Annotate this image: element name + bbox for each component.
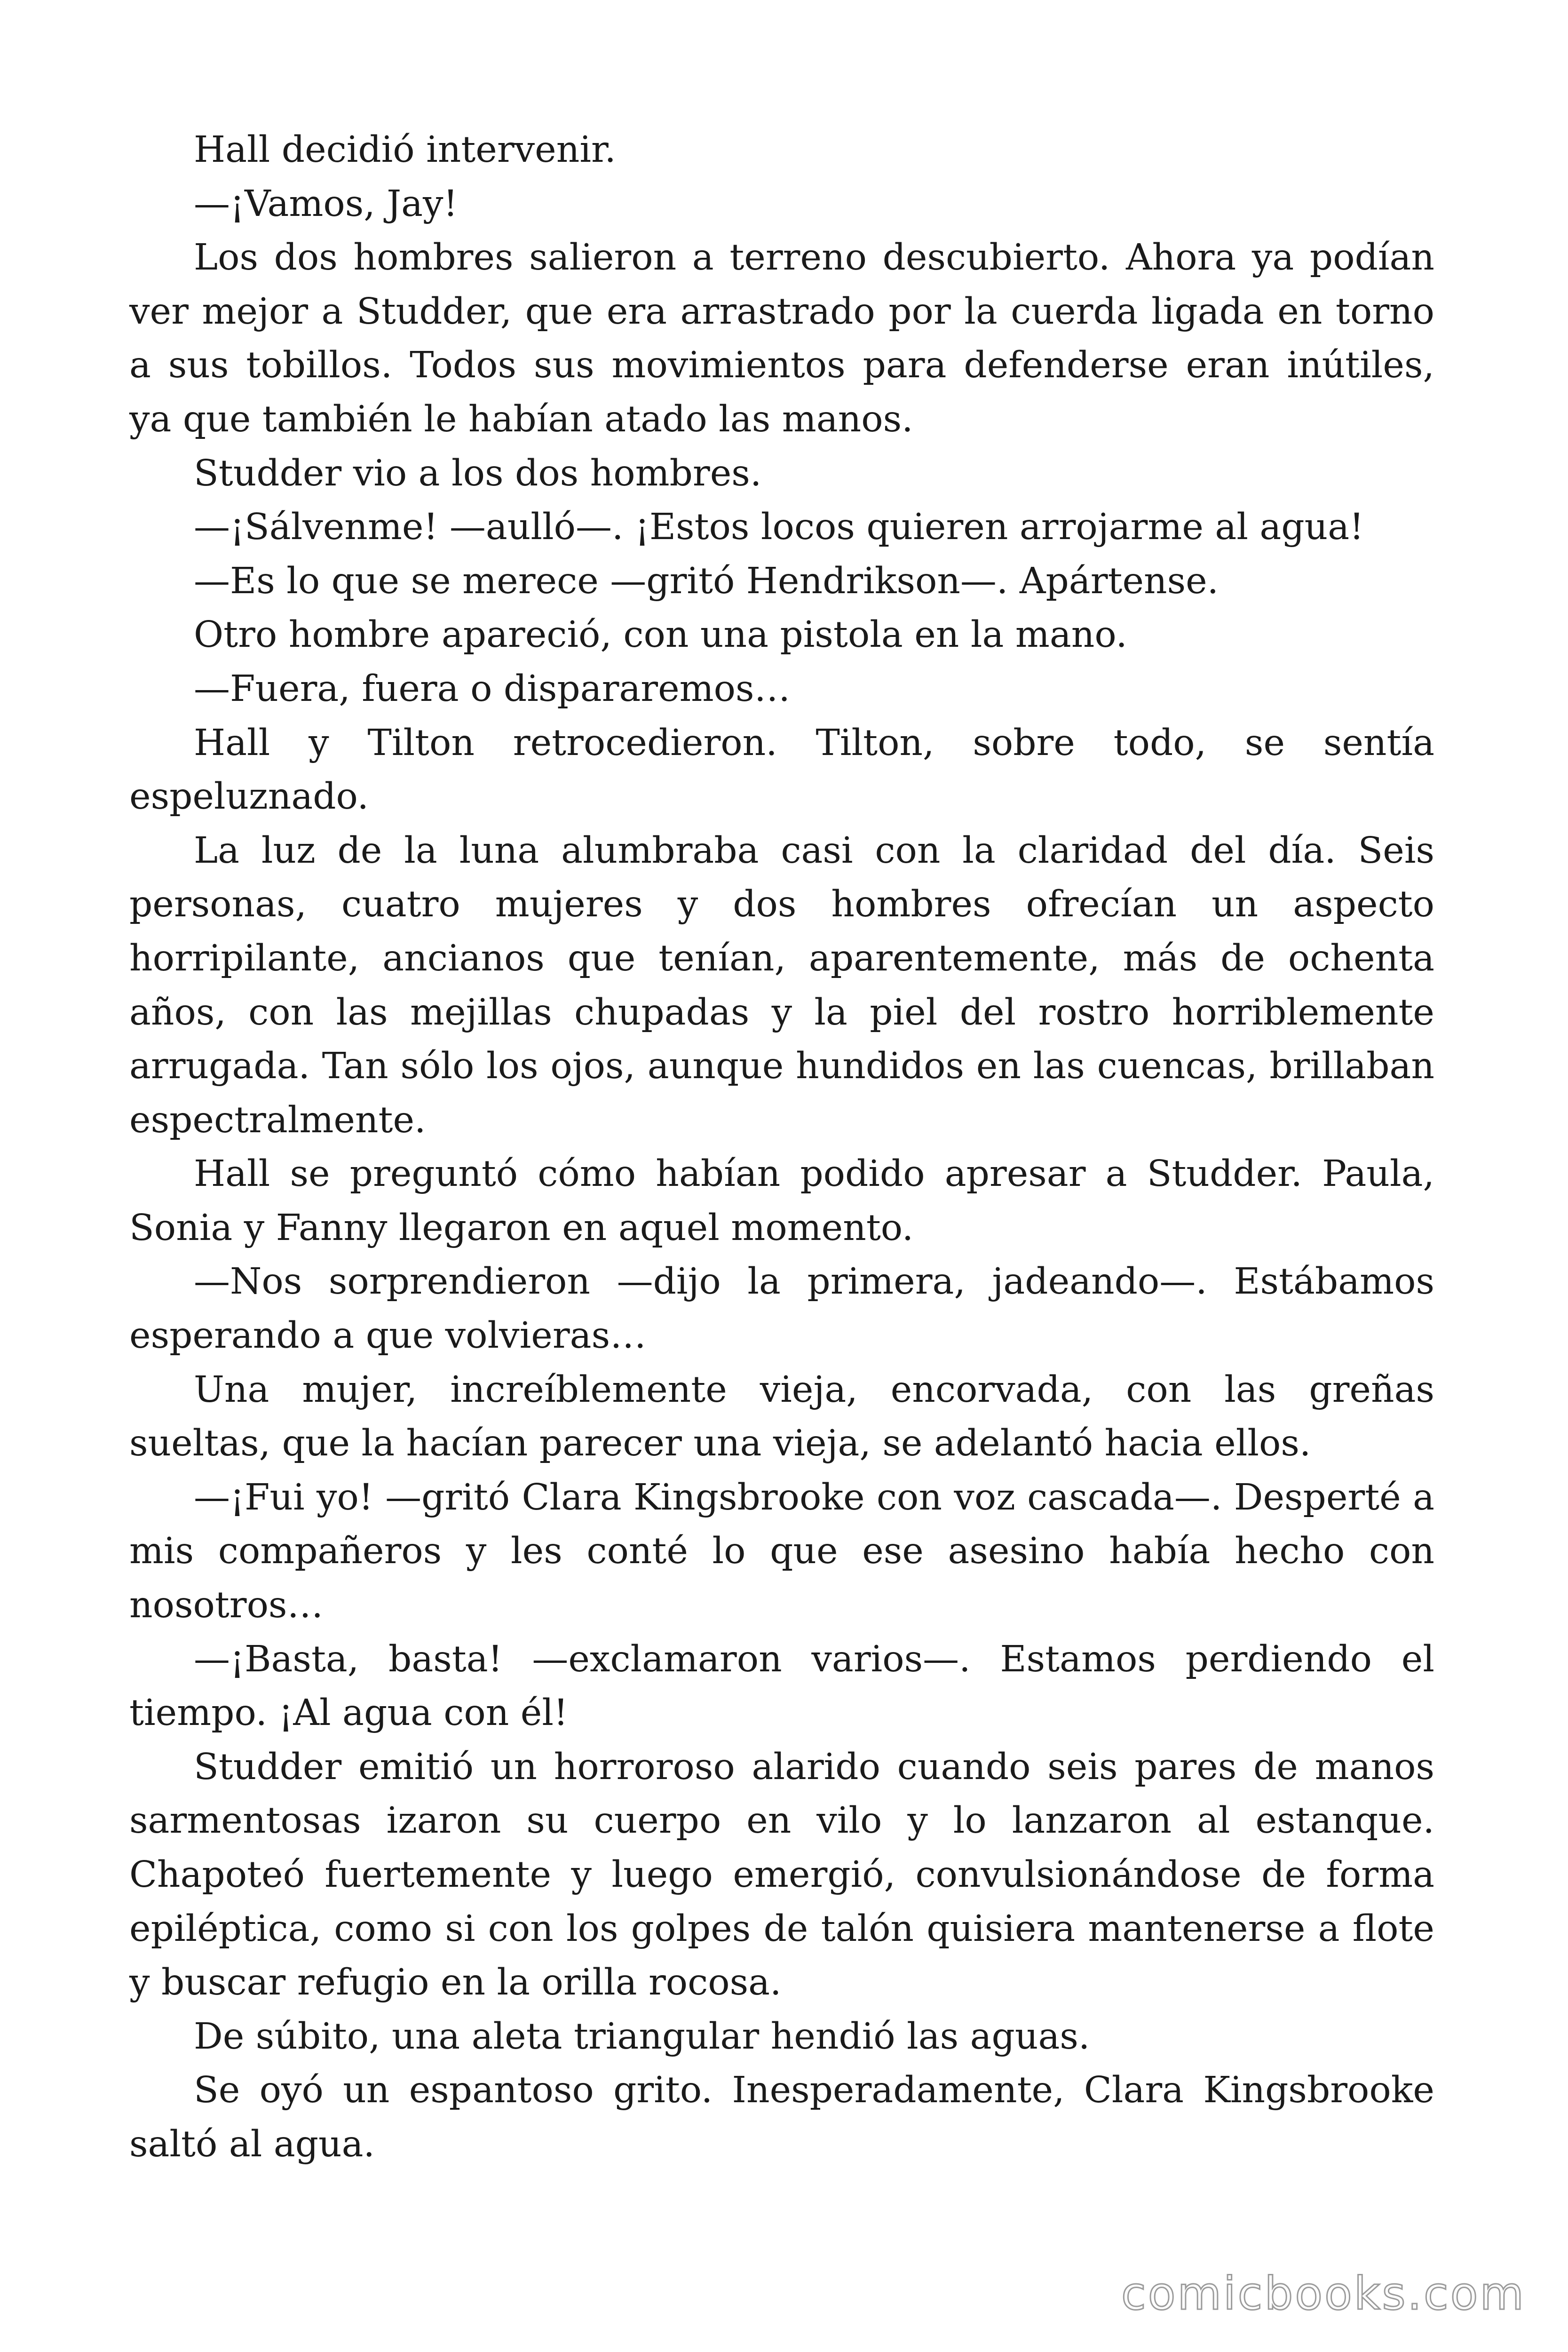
paragraph: De súbito, una aleta triangular hendió las aguas. [194, 2015, 1090, 2058]
paragraph: Hall y Tilton retrocedieron. Tilton, sobre todo, se sentía espeluznado. [129, 722, 1434, 818]
paragraph: Se oyó un espantoso grito. Inesperadamente, Clara Kingsbrooke saltó al agua. [129, 2069, 1434, 2165]
watermark-logo: comicbooks.com [1121, 2267, 1526, 2320]
paragraph: Hall se preguntó cómo habían podido apresar a Studder. Paula, Sonia y Fanny llegaron en aquel momento. [129, 1153, 1434, 1249]
paragraph: —Nos sorprendieron —dijo la primera, jadeando—. Estábamos esperando a que volvieras… [129, 1261, 1434, 1357]
paragraph: Otro hombre apareció, con una pistola en la mano. [194, 614, 1127, 656]
paragraph: Studder vio a los dos hombres. [194, 452, 762, 494]
paragraph: —Es lo que se merece —gritó Hendrikson—. Apártense. [194, 560, 1219, 602]
paragraph: Studder emitió un horroroso alarido cuando seis pares de manos sarmentosas izaron su cuerpo en vilo y lo lanzaron al estanque. Chapoteó fuertemente y luego emergió, convulsionándose de forma epiléptica, como si con los golpes de talón quisiera mantenerse a flote y buscar refugio en la orilla rocosa. [129, 1746, 1434, 2004]
paragraph: —Fuera, fuera o dispararemos… [194, 667, 791, 710]
paragraph: —¡Sálvenme! —aulló—. ¡Estos locos quieren arrojarme al agua! [194, 506, 1364, 548]
paragraph: —¡Fui yo! —gritó Clara Kingsbrooke con voz cascada—. Desperté a mis compañeros y les conté lo que ese asesino había hecho con nosotros… [129, 1476, 1434, 1627]
body-text [129, 123, 1434, 2172]
paragraph: Los dos hombres salieron a terreno descubierto. Ahora ya podían ver mejor a Studder, que era arrastrado por la cuerda ligada en torno a sus tobillos. Todos sus movimientos para defenderse eran inútiles, ya que también le habían atado las manos. [129, 237, 1434, 440]
paragraph: Una mujer, increíblemente vieja, encorvada, con las greñas sueltas, que la hacían parecer una vieja, se adelantó hacia ellos. [129, 1368, 1434, 1465]
paragraph: Hall decidió intervenir. [194, 129, 616, 171]
paragraph: La luz de la luna alumbraba casi con la claridad del día. Seis personas, cuatro mujeres y dos hombres ofrecían un aspecto horripilante, ancianos que tenían, aparentemente, más de ochenta años, con las mejillas chupadas y la piel del rostro horriblemente arrugada. Tan sólo los ojos, aunque hundidos en las cuencas, brillaban espectralmente. [129, 829, 1434, 1141]
paragraph: —¡Vamos, Jay! [194, 183, 458, 225]
paragraph: —¡Basta, basta! —exclamaron varios—. Estamos perdiendo el tiempo. ¡Al agua con él! [129, 1638, 1434, 1734]
